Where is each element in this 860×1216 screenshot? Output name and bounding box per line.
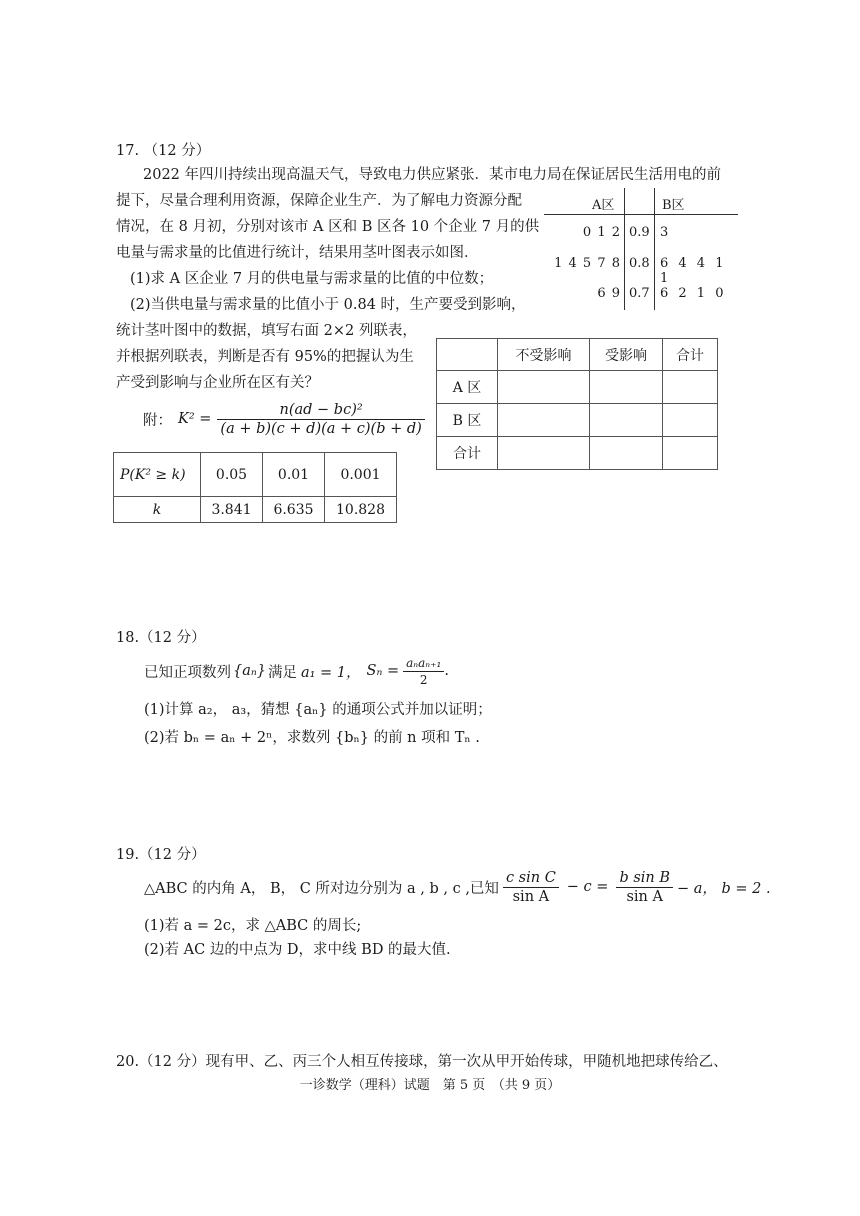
p19-text: △ABC 的内角 A， B， C 所对边分别为 a , b , c ,已知 [144, 880, 499, 897]
contingency-header-total: 合计 [663, 339, 718, 371]
k-squared-formula [143, 396, 425, 442]
problem-17-line: 并根据列联表，判断是否有 95%的把握认为生 [116, 349, 414, 365]
problem-17-line: 产受到影响与企业所在区有关？ [116, 375, 319, 391]
problem-19-header: 19.（12 分） [116, 847, 206, 863]
p18-text: 已知正项数列 [144, 664, 231, 681]
problem-18-header: 18.（12 分） [116, 630, 206, 646]
formula-fraction [217, 402, 424, 437]
p18-text: 满足 [267, 664, 297, 681]
stem-leaf-header-a: A区 [592, 198, 615, 213]
contingency-cell [590, 371, 663, 404]
stem-leaf-stem: 0.8 [629, 256, 650, 271]
problem-17-line: 提下，尽量合理利用资源，保障企业生产．为了解电力资源分配 [116, 193, 522, 209]
problem-18-line-2: (1)计算 a₂， a₃，猜想 {aₙ} 的通项公式并加以证明； [144, 702, 492, 718]
critical-row-label-k: k [114, 497, 201, 523]
problem-17-header: 17. （12 分） [116, 143, 211, 159]
contingency-cell [498, 371, 590, 404]
p18-fraction [403, 656, 444, 687]
p19-mid: − c = [566, 879, 609, 895]
contingency-row-label-total: 合计 [437, 437, 498, 470]
stem-leaf-row-a: 1 4 5 7 8 [554, 256, 620, 271]
problem-17-line: 2022 年四川持续出现高温天气，导致电力供应紧张．某市电力局在保证居民生活用电的前 [143, 167, 722, 183]
stem-leaf-plot [544, 188, 740, 310]
contingency-header-empty [437, 339, 498, 371]
problem-17-line: 情况，在 8 月初，分别对该市 A 区和 B 区各 10 个企业 7 月的供 [116, 219, 540, 235]
stem-leaf-row-b: 6 2 1 0 [660, 286, 724, 301]
contingency-header-unaffected: 不受影响 [498, 339, 590, 371]
problem-20-line: 20.（12 分）现有甲、乙、丙三个人相互传接球，第一次从甲开始传球，甲随机地把球传给乙、 [116, 1054, 728, 1070]
problem-17-line: (2)当供电量与需求量的比值小于 0.84 时，生产要受到影响， [130, 297, 526, 313]
critical-value-table [113, 452, 397, 523]
contingency-cell [590, 437, 663, 470]
contingency-cell [663, 371, 718, 404]
problem-18-line-1 [144, 650, 449, 692]
contingency-cell [663, 404, 718, 437]
contingency-cell [498, 404, 590, 437]
p18-initial: a₁ = 1， [300, 664, 361, 681]
stem-leaf-row-b: 3 [660, 225, 669, 240]
critical-alpha: 0.01 [263, 453, 325, 497]
problem-17-line: (1)求 A 区企业 7 月的供电量与需求量的比值的中位数； [130, 271, 494, 287]
stem-leaf-hline [544, 214, 738, 215]
p18-sn: Sₙ = [366, 663, 400, 679]
p19-fraction-2 [616, 870, 673, 905]
stem-leaf-row-b: 6 4 4 1 1 [660, 256, 724, 286]
formula-denominator: (a + b)(c + d)(a + c)(b + d) [220, 420, 422, 437]
problem-19-line-3: (2)若 AC 边的中点为 D，求中线 BD 的最大值. [144, 942, 451, 958]
contingency-cell [498, 437, 590, 470]
stem-leaf-row-a: 6 9 [597, 286, 620, 301]
problem-18-line-3: (2)若 bₙ = aₙ + 2ⁿ，求数列 {bₙ} 的前 n 项和 Tₙ . [144, 730, 480, 746]
p19-end: − a， b = 2 . [677, 880, 771, 897]
contingency-cell [590, 404, 663, 437]
critical-k: 3.841 [201, 497, 263, 523]
stem-leaf-stem: 0.7 [629, 286, 650, 301]
p18-denominator: 2 [419, 672, 428, 687]
p19-numerator-1: c sin C [503, 870, 559, 888]
critical-k: 10.828 [325, 497, 397, 523]
formula-label: 附： [143, 412, 172, 429]
problem-19-line-2: (1)若 a = 2c，求 △ABC 的周长; [144, 918, 362, 934]
contingency-row-label-b: B 区 [437, 404, 498, 437]
critical-row-label-p: P(K² ≥ k) [114, 453, 201, 497]
contingency-header-affected: 受影响 [590, 339, 663, 371]
stem-leaf-row-a: 0 1 2 [582, 225, 620, 240]
problem-19-line-1 [144, 864, 771, 910]
critical-k: 6.635 [263, 497, 325, 523]
contingency-row-label-a: A 区 [437, 371, 498, 404]
p19-denominator-2: sin A [626, 888, 663, 905]
p18-end: . [444, 663, 449, 679]
page-footer: 一诊数学（理科）试题 第 5 页 （共 9 页） [299, 1078, 561, 1093]
stem-leaf-header-b: B区 [662, 198, 685, 213]
p19-denominator-1: sin A [512, 888, 550, 905]
formula-numerator: n(ad − bc)² [217, 402, 424, 420]
stem-leaf-vline-left [624, 188, 625, 310]
critical-alpha: 0.001 [325, 453, 397, 497]
problem-17-line: 电量与需求量的比值进行统计，结果用茎叶图表示如图． [116, 245, 479, 261]
formula-lhs: K² = [178, 411, 212, 427]
stem-leaf-stem: 0.9 [629, 225, 650, 240]
critical-alpha: 0.05 [201, 453, 263, 497]
p19-fraction-1 [503, 870, 559, 905]
p18-numerator: aₙaₙ₊₁ [403, 656, 444, 672]
stem-leaf-vline-right [654, 188, 655, 310]
problem-17-line: 统计茎叶图中的数据，填写右面 2×2 列联表， [116, 323, 417, 339]
p18-seq: {aₙ} [233, 663, 266, 679]
contingency-cell [663, 437, 718, 470]
p19-numerator-2: b sin B [616, 870, 673, 888]
contingency-table [436, 338, 718, 470]
